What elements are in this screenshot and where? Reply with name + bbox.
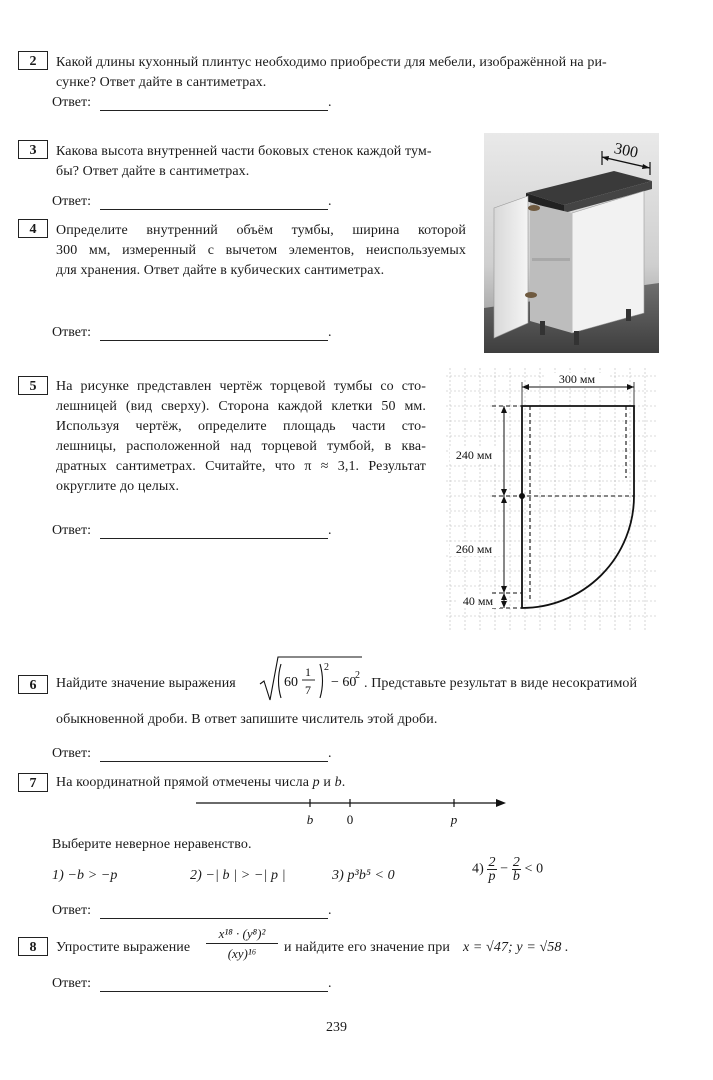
answer-field-3[interactable] [100,209,328,210]
answer-dot: . [328,95,332,110]
q5-line-1: На рисунке представлен чертёж торцевой тумбы со сто- [56,379,426,394]
question-number-8: 8 [18,937,48,956]
q5-line-4: лешницы, расположенной над торцевой тумбой, в ква- [56,439,426,454]
q7-option-2[interactable]: 2) −| b | > −| p | [190,868,286,883]
answer-dot: . [328,746,332,761]
q3-line-1: Какова высота внутренней части боковых стенок каждой тум- [56,144,432,159]
question-number-6: 6 [18,675,48,694]
q3-line-2: бы? Ответ дайте в сантиметрах. [56,164,250,179]
question-4-text [56,221,466,281]
answer-dot: . [328,194,332,209]
question-3-text [56,142,476,182]
q8-frac-den: (xy)¹⁶ [227,946,257,961]
opt4-num-2: 2 [512,855,520,870]
q8-fraction [206,925,278,964]
q7-dot: . [341,775,346,790]
number-line-label-b: b [306,812,314,827]
width-label: 300 мм [558,372,596,386]
q7-line-1: На координатной прямой отмечены числа [56,775,310,790]
q8-condition: x = √47; y = √58 . [463,940,569,955]
question-number-2: 2 [18,51,48,70]
page-number: 239 [326,1020,347,1035]
answer-field-2[interactable] [100,110,328,111]
q6-frac-num: 1 [305,665,311,679]
q8-post-text: и найдите его значение при [284,940,450,955]
question-6-text [56,674,236,694]
cabinet-dimension-label: 300 [612,140,640,162]
answer-label-7: Ответ: [52,903,91,918]
answer-dot: . [328,976,332,991]
question-number-7: 7 [18,773,48,792]
q6-pre-text: Найдите значение выражения [56,676,236,691]
question-5-text [56,377,426,497]
label-260: 260 мм [455,542,493,556]
answer-field-8[interactable] [100,991,328,992]
q7-var-p: p [312,775,320,790]
answer-field-5[interactable] [100,538,328,539]
question-2-text [56,53,696,93]
q2-line-2: сунке? Ответ дайте в сантиметрах. [56,75,267,90]
label-40: 40 мм [462,594,494,608]
countertop-drawing [446,368,658,631]
q7-var-b: b [334,775,342,790]
q7-option-4-label: 4) [472,861,484,877]
q5-line-5: дратных сантиметрах. Считайте, что π ≈ 3,1. Результат [56,459,426,474]
answer-dot: . [328,903,332,918]
q5-line-3: Используя чертёж, определите площадь части сто- [56,419,426,434]
q4-line-2: 300 мм, измеренный с вычетом элементов, неиспользуемых [56,243,466,258]
number-line-label-0: 0 [346,812,354,827]
number-line-label-p: p [450,812,458,827]
opt4-num-1: 2 [488,855,496,870]
opt4-minus: − [500,861,509,877]
q7-option-1[interactable]: 1) −b > −p [52,868,118,883]
answer-dot: . [328,325,332,340]
answer-label-8: Ответ: [52,976,91,991]
q6-frac-den: 7 [305,683,311,697]
number-line [190,792,510,832]
question-7-text [56,773,345,793]
q4-line-1: Определите внутренний объём тумбы, ширина которой [56,223,466,238]
answer-label-2: Ответ: [52,95,91,110]
q6-expression [258,654,362,704]
q8-pre-text: Упростите выражение [56,940,191,955]
answer-label-5: Ответ: [52,523,91,538]
label-240: 240 мм [455,448,493,462]
answer-field-6[interactable] [100,761,328,762]
opt4-tail: < 0 [524,861,544,877]
answer-label-6: Ответ: [52,746,91,761]
question-number-3: 3 [18,140,48,159]
opt4-den-1: p [488,869,496,884]
q5-line-2: лешницей (вид сверху). Сторона каждой клетки 50 мм. [56,399,426,414]
q2-line-1: Какой длины кухонный плинтус необходимо приобрести для мебели, изображённой на ри- [56,55,607,70]
q6-line-2: обыкновенной дроби. В ответ запишите числитель этой дроби. [56,712,438,727]
q6-tail-square: 2 [355,670,360,681]
opt4-den-2: b [512,869,520,884]
answer-field-7[interactable] [100,918,328,919]
q4-line-3: для хранения. Ответ дайте в кубических сантиметрах. [56,263,385,278]
answer-label-3: Ответ: [52,194,91,209]
answer-label-4: Ответ: [52,325,91,340]
question-number-5: 5 [18,376,48,395]
question-number-4: 4 [18,219,48,238]
q7-option-3[interactable]: 3) p³b⁵ < 0 [332,868,395,883]
q7-and: и [323,775,331,790]
q6-post-text: . Представьте результат в виде несократимой [364,676,638,691]
q5-line-6: округлите до целых. [56,479,180,494]
q6-whole: 60 [284,675,298,690]
answer-dot: . [328,523,332,538]
cabinet-photo [484,133,659,353]
q6-square: 2 [324,662,329,673]
answer-field-4[interactable] [100,340,328,341]
q7-subtitle: Выберите неверное неравенство. [52,837,252,852]
q8-frac-num: x¹⁸ · (y⁸)² [206,925,278,944]
q6-tail: − 60 [331,675,357,690]
q7-option-4[interactable] [472,856,543,883]
